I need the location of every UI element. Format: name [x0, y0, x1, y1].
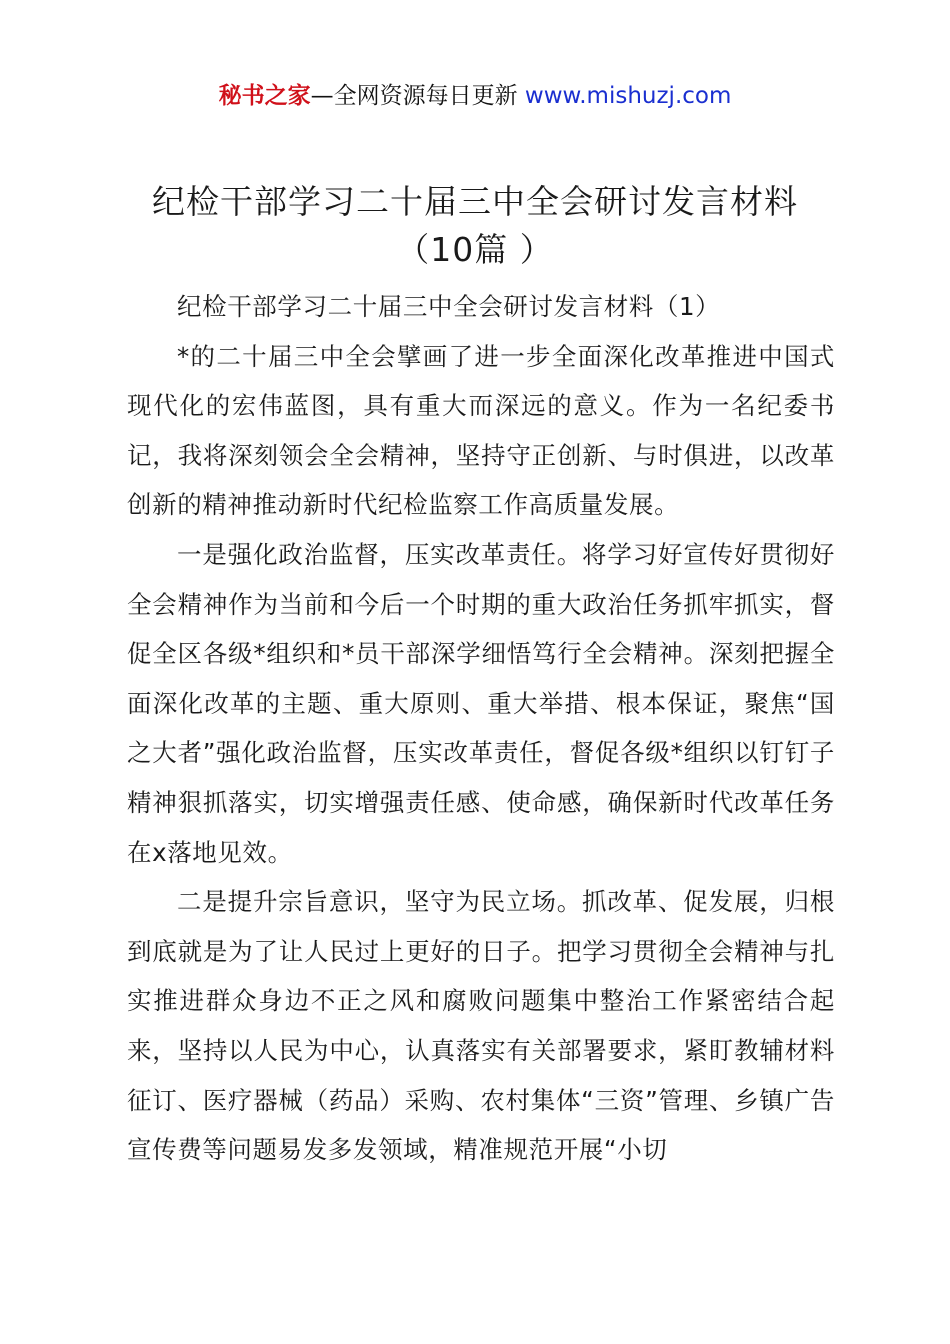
document-title	[60, 178, 890, 274]
site-url-link[interactable]: www.mishuzj.com	[524, 83, 732, 109]
body-paragraph: 一是强化政治监督，压实改革责任。将学习好宣传好贯彻好全会精神作为当前和今后一个时期的重大政治任务抓牢抓实，督促全区各级*组织和*员干部深学细悟笃行全会精神。深刻把握全面深化改革的主题、重大原则、重大举措、根本保证，聚焦“国之大者”强化政治监督，压实改革责任，督促各级*组织以钉钉子精神狠抓落实，切实增强责任感、使命感，确保新时代改革任务在x落地见效。	[127, 539, 835, 867]
site-brand: 秘书之家	[218, 83, 311, 109]
document-title-line-1: 纪检干部学习二十届三中全会研讨发言材料	[152, 182, 798, 221]
document-title-line-2: （10篇 ）	[396, 230, 554, 269]
document-body	[127, 282, 835, 1175]
section-heading: 纪检干部学习二十届三中全会研讨发言材料（1）	[177, 292, 721, 321]
body-paragraph: 二是提升宗旨意识，坚守为民立场。抓改革、促发展，归根到底就是为了让人民过上更好的日子。把学习贯彻全会精神与扎实推进群众身边不正之风和腐败问题集中整治工作紧密结合起来，坚持以人民为中心，认真落实有关部署要求，紧盯教辅材料征订、医疗器械（药品）采购、农村集体“三资”管理、乡镇广告宣传费等问题易发多发领域，精准规范开展“小切	[127, 887, 835, 1165]
site-header	[0, 80, 950, 112]
body-paragraph: *的二十届三中全会擘画了进一步全面深化改革推进中国式现代化的宏伟蓝图，具有重大而深远的意义。作为一名纪委书记，我将深刻领会全会精神，坚持守正创新、与时俱进，以改革创新的精神推动新时代纪检监察工作高质量发展。	[127, 341, 835, 520]
site-tagline: —全网资源每日更新	[310, 83, 518, 109]
